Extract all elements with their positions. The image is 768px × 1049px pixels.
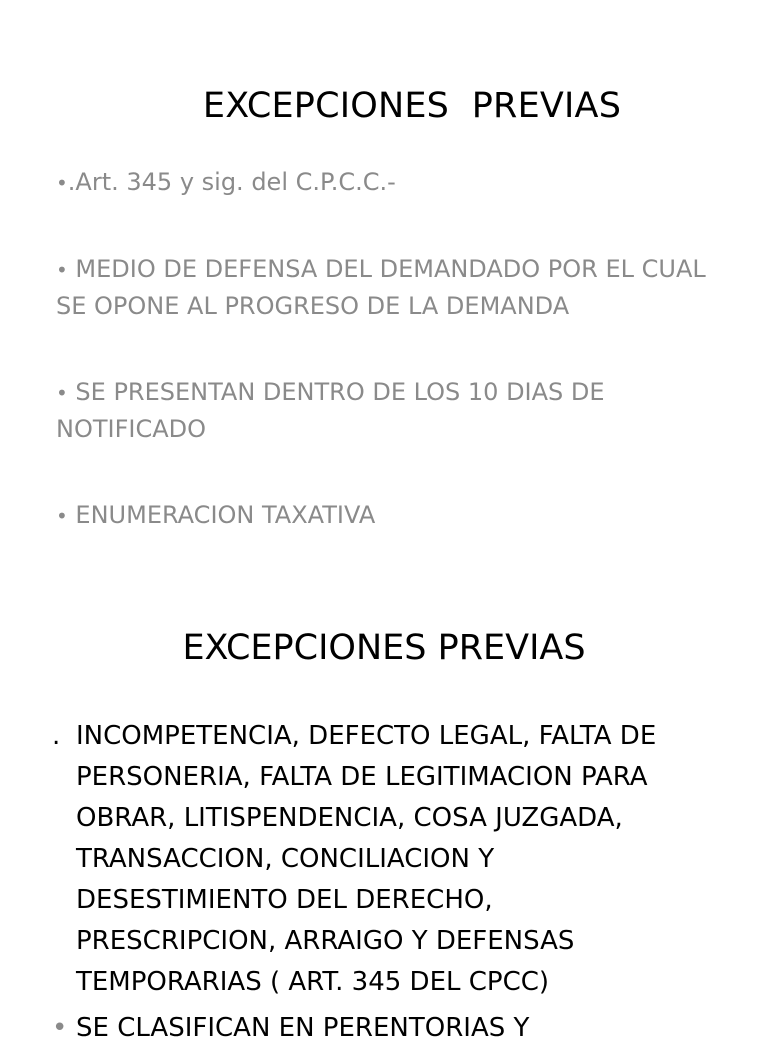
- bullet-text: SE PRESENTAN DENTRO DE LOS 10 DIAS DE NOTIFICADO: [56, 378, 605, 443]
- slide-1-title: EXCEPCIONES PREVIAS: [202, 86, 622, 126]
- slide-2: [0, 560, 768, 1043]
- bullet-text: ENUMERACION TAXATIVA: [67, 501, 376, 529]
- slide-2-bullet-list: [52, 716, 742, 1003]
- bullet-item: [56, 164, 736, 201]
- bullet-item: [56, 251, 736, 324]
- bullet-icon: .: [52, 721, 61, 751]
- bullet-text: SE CLASIFICAN EN PERENTORIAS Y: [76, 1013, 530, 1043]
- bullet-icon: •: [56, 504, 68, 528]
- bullet-text: .Art. 345 y sig. del C.P.C.C.-: [67, 168, 396, 196]
- slide-2-title: EXCEPCIONES PREVIAS: [182, 628, 586, 668]
- bullet-icon: •: [56, 171, 68, 195]
- bullet-item: [56, 374, 736, 447]
- bullet-item-partial: [52, 1008, 742, 1049]
- bullet-icon: •: [52, 1013, 68, 1043]
- bullet-text: INCOMPETENCIA, DEFECTO LEGAL, FALTA DE PERSONERIA, FALTA DE LEGITIMACION PARA OBRAR, LITISPENDENCIA, COSA JUZGADA, TRANSACCION, CONCILIACION Y DESESTIMIENTO DEL DERECHO, PRESCRIPCION, ARRAIGO Y DEFENSAS TEMPORARIAS ( ART. 345 DEL CPCC): [76, 721, 657, 997]
- bullet-text: MEDIO DE DEFENSA DEL DEMANDADO POR EL CUAL SE OPONE AL PROGRESO DE LA DEMANDA: [56, 255, 706, 320]
- bullet-item: [56, 497, 736, 534]
- bullet-icon: •: [56, 258, 68, 282]
- slide-1-bullet-list: [56, 164, 736, 584]
- bullet-item: [52, 716, 742, 1003]
- bullet-icon: •: [56, 381, 68, 405]
